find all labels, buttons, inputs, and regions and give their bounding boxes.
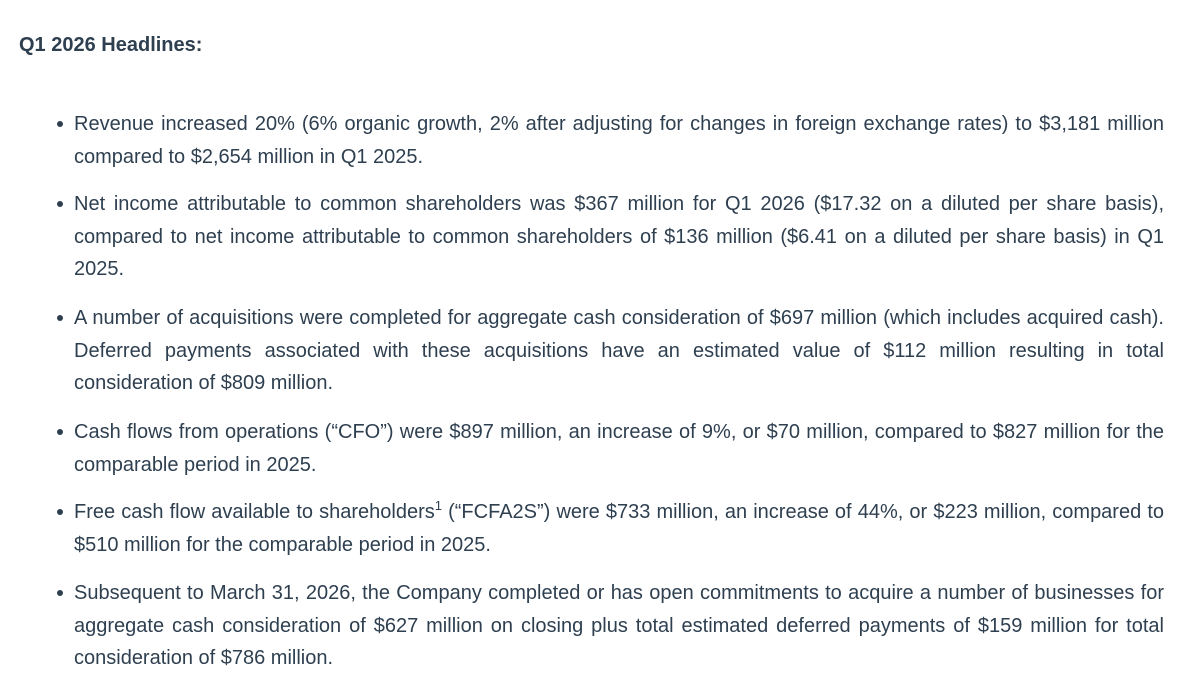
fcfa2s-text-start: Free cash flow available to shareholders bbox=[74, 501, 435, 523]
headline-subsequent-acquisitions: Subsequent to March 31, 2026, the Company completed or has open commitments to acquire a number of businesses for aggregate cash consideration of $627 million on closing plus total estimated deferred payments of $159 million for total consideration of $786 million. bbox=[74, 577, 1164, 675]
headline-free-cash-flow bbox=[74, 496, 1164, 561]
headline-net-income: Net income attributable to common shareholders was $367 million for Q1 2026 ($17.32 on a diluted per share basis), compared to net income attributable to common shareholders of $136 million ($6.41 on a diluted per share basis) in Q1 2025. bbox=[74, 188, 1164, 286]
footnote-marker: 1 bbox=[434, 498, 442, 513]
headlines-heading: Q1 2026 Headlines: bbox=[19, 34, 203, 56]
headline-revenue: Revenue increased 20% (6% organic growth, 2% after adjusting for changes in foreign exchange rates) to $3,181 million compared to $2,654 million in Q1 2025. bbox=[74, 108, 1164, 173]
headline-cash-flows: Cash flows from operations (“CFO”) were $897 million, an increase of 9%, or $70 million, compared to $827 million for the comparable period in 2025. bbox=[74, 416, 1164, 481]
fcfa2s-text-end: (“FCFA2S”) were $733 million, an increase of 44%, or $223 million, compared to $510 million for the comparable period in 2025. bbox=[74, 501, 1165, 556]
headline-acquisitions: A number of acquisitions were completed for aggregate cash consideration of $697 million (which includes acquired cash). Deferred payments associated with these acquisitions have an estimated value of $112 million resulting in total consideration of $809 million. bbox=[74, 302, 1164, 400]
